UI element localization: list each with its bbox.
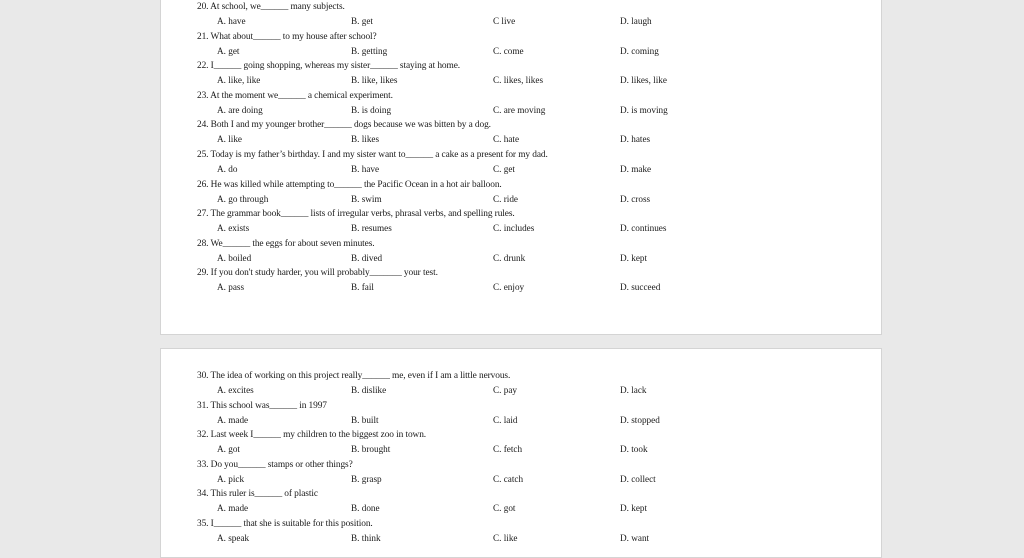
- question-item: [197, 518, 871, 548]
- answer-blank: ______: [280, 209, 309, 220]
- option-a: A. made: [217, 503, 249, 514]
- option-a: A. pick: [217, 473, 245, 484]
- question-stem-end: going shopping, whereas my sister: [243, 61, 371, 72]
- option-c: C. get: [493, 164, 515, 174]
- answer-blank: ______: [254, 489, 283, 500]
- answer-blank: ______: [269, 400, 297, 411]
- question-item: [197, 488, 871, 518]
- option-c: C. come: [493, 45, 524, 56]
- answer-blank: ______: [362, 371, 390, 381]
- question-stem-end: the eggs for about seven minutes.: [252, 238, 375, 249]
- question-stem-start: This school was: [210, 400, 270, 411]
- option-d: D. make: [620, 164, 652, 174]
- option-d: D. want: [620, 533, 650, 543]
- question-stem-end: that she is suitable for this position.: [243, 519, 373, 529]
- option-a: A. get: [217, 45, 240, 56]
- question-number: 33.: [197, 459, 209, 470]
- answer-options: [217, 193, 871, 205]
- option-d: D. lack: [620, 385, 647, 395]
- answer-blank: ______: [278, 90, 306, 101]
- question-number: 31.: [197, 400, 209, 411]
- question-number: 20.: [197, 2, 209, 12]
- question-stem-start: Do you: [210, 459, 238, 470]
- question-text: [197, 370, 510, 382]
- answer-options: [217, 473, 871, 485]
- question-number: 30.: [197, 371, 209, 381]
- option-d: D. laugh: [620, 16, 652, 26]
- option-d: D. took: [620, 444, 648, 455]
- question-stem-start: This ruler is: [210, 489, 255, 500]
- option-c: C. pay: [493, 385, 517, 395]
- question-stem-start: The idea of working on this project really: [210, 371, 363, 381]
- document-page-1: [160, 0, 882, 335]
- document-page-2: [160, 348, 882, 558]
- option-a: A. like: [217, 134, 243, 145]
- answer-blank: ______: [222, 238, 251, 249]
- option-d: D. coming: [620, 45, 659, 56]
- question-stem-end: my children to the biggest zoo in town.: [283, 430, 427, 441]
- answer-blank: ______: [213, 519, 242, 529]
- option-b: B. swim: [351, 193, 382, 204]
- option-c: C. fetch: [493, 444, 523, 455]
- option-c: C. like: [493, 533, 518, 543]
- answer-options: [217, 443, 871, 455]
- option-b: B. fail: [351, 282, 374, 293]
- question-stem-start: I: [210, 61, 214, 72]
- answer-blank: ______: [213, 61, 242, 72]
- option-c: C. enjoy: [493, 282, 525, 293]
- option-d: D. is moving: [620, 104, 668, 115]
- option-c: C. laid: [493, 414, 518, 425]
- option-b: B. have: [351, 164, 380, 174]
- answer-blank: ______: [253, 430, 281, 441]
- option-a: A. got: [217, 444, 240, 455]
- answer-blank: ______: [260, 2, 289, 12]
- question-stem-end: lists of irregular verbs, phrasal verbs, and spelling rules.: [310, 209, 515, 220]
- option-d: D. cross: [620, 193, 651, 204]
- question-item: [197, 370, 871, 400]
- question-text: [197, 60, 460, 72]
- option-b: B. done: [351, 503, 380, 514]
- question-number: 34.: [197, 489, 209, 500]
- question-text: [197, 1, 345, 13]
- option-a: A. like, like: [217, 75, 261, 86]
- option-b: B. like, likes: [351, 75, 398, 86]
- option-d: D. kept: [620, 252, 648, 263]
- answer-options: [217, 502, 871, 514]
- question-stem-start: What about: [210, 31, 253, 42]
- question-number: 27.: [197, 209, 209, 220]
- answer-blank: ______: [405, 150, 433, 160]
- question-item: [197, 400, 871, 430]
- answer-options: [217, 163, 871, 175]
- question-stem-end: a cake as a present for my dad.: [435, 150, 548, 160]
- option-b: B. brought: [351, 444, 391, 455]
- question-number: 24.: [197, 120, 209, 131]
- option-d: D. collect: [620, 473, 656, 484]
- option-c: C. includes: [493, 223, 535, 234]
- option-a: A. go through: [217, 193, 269, 204]
- question-stem-end: in 1997: [299, 400, 327, 411]
- question-item: [197, 267, 871, 297]
- answer-options: [217, 45, 871, 57]
- answer-options: [217, 74, 871, 86]
- question-text: [197, 31, 377, 43]
- answer-options: [217, 133, 871, 145]
- question-number: 22.: [197, 61, 209, 72]
- option-c: C. hate: [493, 134, 520, 145]
- question-number: 28.: [197, 238, 209, 249]
- question-stem-start: At the moment we: [210, 90, 279, 101]
- option-d: D. hates: [620, 134, 651, 145]
- option-a: A. exists: [217, 223, 250, 234]
- option-a: A. pass: [217, 282, 245, 293]
- option-b: B. grasp: [351, 473, 382, 484]
- option-b: B. dived: [351, 252, 383, 263]
- answer-options: [217, 532, 871, 544]
- option-c: C. got: [493, 503, 516, 514]
- question-item: [197, 90, 871, 120]
- option-a: A. made: [217, 414, 249, 425]
- option-d: D. stopped: [620, 414, 660, 425]
- question-item: [197, 119, 871, 149]
- option-a: A. excites: [217, 385, 254, 395]
- question-item: [197, 31, 871, 61]
- question-stem-end: the Pacific Ocean in a hot air balloon.: [363, 179, 502, 190]
- question-text: [197, 208, 515, 220]
- answer-blank: ______: [324, 120, 352, 131]
- answer-blank: ______: [237, 459, 266, 470]
- question-stem-start: I: [210, 519, 214, 529]
- option-b: B. built: [351, 414, 379, 425]
- question-number: 26.: [197, 179, 209, 190]
- question-text: [197, 488, 318, 500]
- option-a: A. do: [217, 164, 238, 174]
- option-d: D. kept: [620, 503, 648, 514]
- answer-options: [217, 252, 871, 264]
- question-number: 21.: [197, 31, 209, 42]
- answer-blank: ______: [334, 179, 362, 190]
- question-item: [197, 149, 871, 179]
- option-d: D. succeed: [620, 282, 661, 293]
- question-stem-end: stamps or other things?: [267, 459, 353, 470]
- option-b: B. getting: [351, 45, 388, 56]
- answer-blank: _______: [369, 268, 402, 279]
- question-item: [197, 60, 871, 90]
- answer-options: [217, 15, 871, 27]
- question-text: [197, 400, 327, 412]
- question-number: 32.: [197, 430, 209, 441]
- question-stem-end: many subjects.: [290, 2, 345, 12]
- question-stem-end: dogs because we was bitten by a dog.: [353, 120, 491, 131]
- question-stem-end: your test.: [403, 268, 438, 279]
- question-text: [197, 179, 502, 191]
- option-a: A. are doing: [217, 104, 263, 115]
- question-stem-end: of plastic: [284, 489, 318, 500]
- question-item: [197, 238, 871, 268]
- question-stem-start: Last week I: [210, 430, 254, 441]
- question-stem-tail: staying at home.: [399, 61, 461, 72]
- option-c: C. catch: [493, 473, 524, 484]
- question-text: [197, 149, 548, 161]
- answer-options: [217, 384, 871, 396]
- option-b: B. get: [351, 16, 373, 26]
- option-d: D. continues: [620, 223, 667, 234]
- question-item: [197, 429, 871, 459]
- question-stem-end: a chemical experiment.: [307, 90, 393, 101]
- question-number: 35.: [197, 519, 209, 529]
- question-text: [197, 90, 393, 102]
- question-stem-start: The grammar book: [210, 209, 281, 220]
- option-c: C live: [493, 16, 516, 26]
- answer-options: [217, 222, 871, 234]
- option-c: C. drunk: [493, 252, 526, 263]
- option-c: C. are moving: [493, 104, 546, 115]
- option-b: B. resumes: [351, 223, 392, 234]
- answer-blank: ______: [252, 31, 281, 42]
- question-number: 29.: [197, 268, 209, 279]
- option-b: B. dislike: [351, 385, 387, 395]
- answer-blank-2: ______: [370, 61, 398, 72]
- option-c: C. likes, likes: [493, 75, 544, 86]
- option-b: B. think: [351, 533, 381, 543]
- question-number: 25.: [197, 150, 209, 160]
- question-stem-start: At school, we: [210, 2, 261, 12]
- question-item: [197, 179, 871, 209]
- option-c: C. ride: [493, 193, 519, 204]
- question-stem-start: Both I and my younger brother: [210, 120, 325, 131]
- option-b: B. is doing: [351, 104, 392, 115]
- question-text: [197, 518, 373, 530]
- option-d: D. likes, like: [620, 75, 667, 86]
- answer-options: [217, 281, 871, 293]
- question-stem-start: Today is my father’s birthday. I and my sister want to: [210, 150, 406, 160]
- question-stem-end: to my house after school?: [282, 31, 377, 42]
- question-stem-end: me, even if I am a little nervous.: [392, 371, 511, 381]
- question-text: [197, 119, 491, 131]
- question-text: [197, 267, 438, 279]
- option-a: A. have: [217, 16, 246, 26]
- question-item: [197, 459, 871, 489]
- question-number: 23.: [197, 90, 209, 101]
- option-b: B. likes: [351, 134, 380, 145]
- question-stem-start: If you don't study harder, you will probably: [210, 268, 370, 279]
- question-text: [197, 238, 375, 250]
- question-stem-start: He was killed while attempting to: [210, 179, 335, 190]
- question-stem-start: We: [210, 238, 223, 249]
- question-item: [197, 208, 871, 238]
- option-a: A. speak: [217, 533, 250, 543]
- question-text: [197, 429, 426, 441]
- question-item: [197, 1, 871, 31]
- question-text: [197, 459, 353, 471]
- answer-options: [217, 104, 871, 116]
- option-a: A. boiled: [217, 252, 252, 263]
- answer-options: [217, 414, 871, 426]
